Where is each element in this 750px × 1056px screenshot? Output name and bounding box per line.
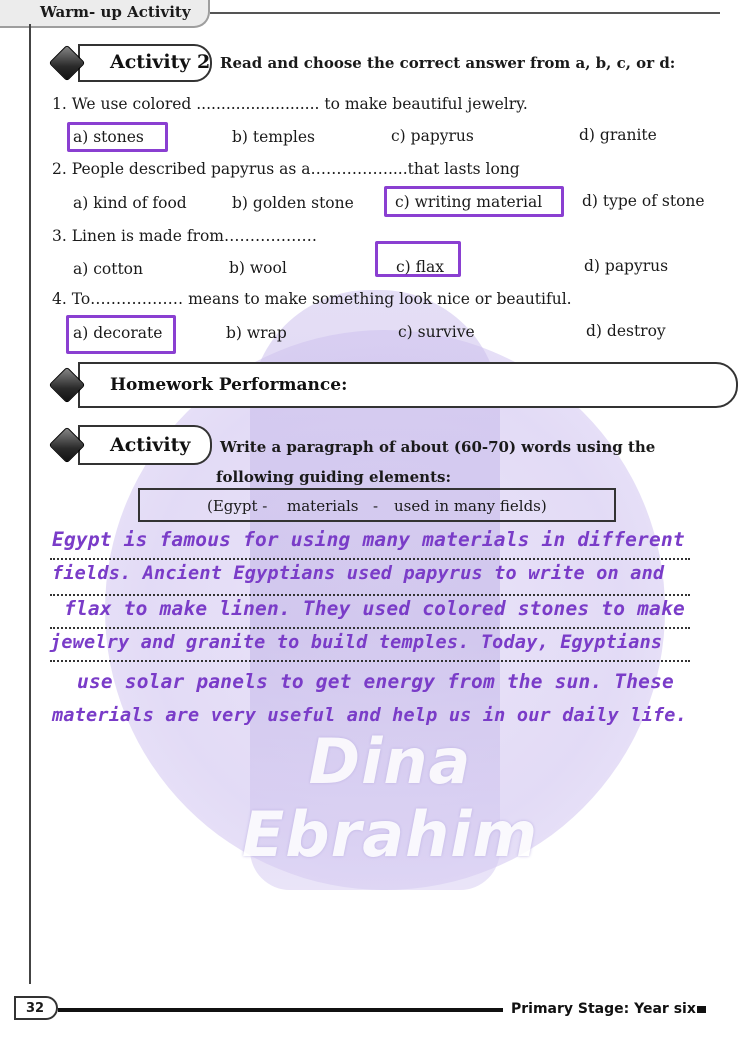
question-4: 4. To……………… means to make something look nice or beautiful. [52, 290, 572, 308]
question-1: 1. We use colored ......................... to make beautiful jewelry. [52, 95, 528, 113]
page-number: 32 [14, 996, 58, 1020]
footer-square-icon [697, 1006, 706, 1013]
activity2-instruction: Read and choose the correct answer from a, b, c, or d: [220, 54, 676, 72]
q1-option-d[interactable]: d) granite [579, 126, 657, 144]
activity2-label: Activity 2 [110, 51, 211, 73]
q4-option-b[interactable]: b) wrap [226, 324, 287, 342]
guide-item-egypt: (Egypt - [207, 497, 268, 515]
answer-line: jewelry and granite to build temples. Today, Egyptians [50, 632, 663, 653]
q1-option-a[interactable]: a) stones [73, 128, 144, 146]
watermark-text: Dina Ebrahim [241, 725, 539, 871]
guide-item-materials: materials [287, 497, 359, 515]
q1-option-c[interactable]: c) papyrus [391, 127, 474, 145]
writing-line [50, 558, 690, 560]
answer-line: materials are very useful and help us in our daily life. [52, 705, 687, 726]
answer-line: fields. Ancient Egyptians used papyrus to write on and [52, 563, 665, 584]
q4-option-c[interactable]: c) survive [398, 323, 475, 341]
header-divider [210, 12, 720, 14]
writing-line [50, 594, 690, 596]
activity-instruction-line2: following guiding elements: [216, 468, 451, 486]
q3-option-a[interactable]: a) cotton [73, 260, 143, 278]
answer-line: use solar panels to get energy from the sun. These [77, 670, 674, 693]
writing-line [50, 660, 690, 662]
writing-line [50, 627, 690, 629]
q2-option-c[interactable]: c) writing material [395, 193, 543, 211]
guide-item-dash: - [373, 497, 379, 515]
left-rail [29, 24, 31, 984]
activity-label: Activity [110, 434, 191, 456]
footer-rule [58, 1008, 503, 1012]
q4-option-a[interactable]: a) decorate [73, 324, 163, 342]
question-2: 2. People described papyrus as a……………....that lasts long [52, 160, 520, 178]
q2-option-a[interactable]: a) kind of food [73, 194, 187, 212]
answer-line: flax to make linen. They used colored stones to make [64, 597, 685, 620]
q3-option-c[interactable]: c) flax [396, 258, 444, 276]
q2-option-b[interactable]: b) golden stone [232, 194, 354, 212]
footer-stage: Primary Stage: Year six [511, 1001, 696, 1017]
q3-option-d[interactable]: d) papyrus [584, 257, 669, 275]
guide-item-fields: used in many fields) [394, 497, 547, 515]
answer-line: Egypt is famous for using many materials in different [52, 528, 685, 551]
question-3: 3. Linen is made from……………… [52, 227, 318, 245]
q4-option-d[interactable]: d) destroy [586, 322, 666, 340]
q1-option-b[interactable]: b) temples [232, 128, 316, 146]
activity-instruction-line1: Write a paragraph of about (60-70) words using the [220, 438, 656, 456]
header-title: Warm- up Activity [40, 3, 191, 21]
q3-option-b[interactable]: b) wool [229, 259, 287, 277]
homework-label: Homework Performance: [110, 375, 348, 395]
q2-option-d[interactable]: d) type of stone [582, 192, 705, 210]
